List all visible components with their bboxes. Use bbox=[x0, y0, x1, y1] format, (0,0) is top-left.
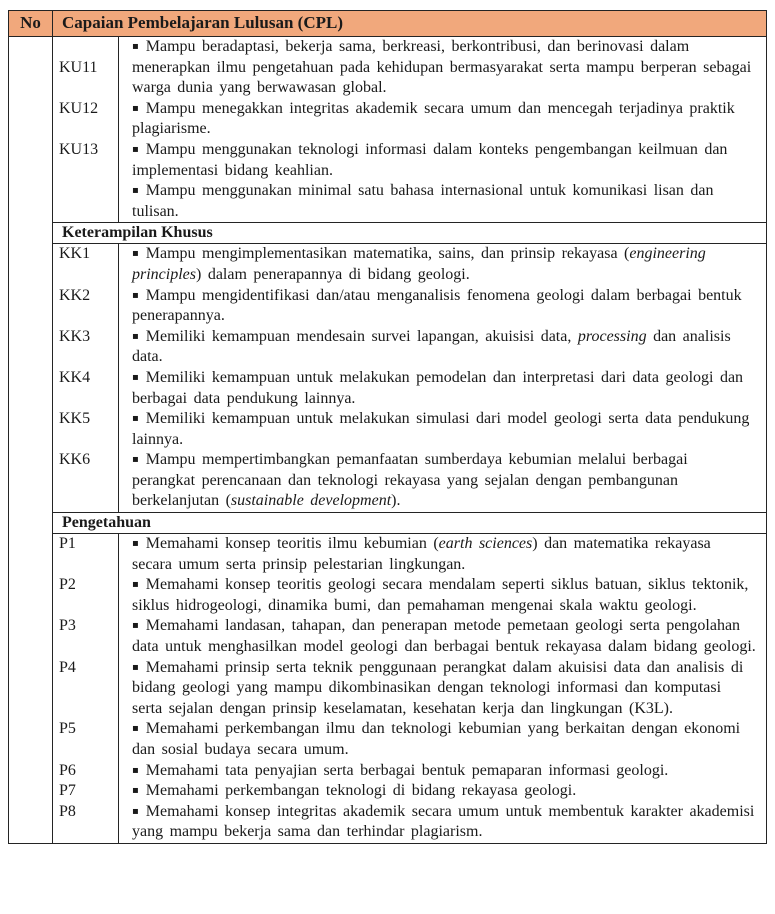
bullet-icon: ▪ bbox=[132, 413, 139, 425]
cpl-description-cell bbox=[119, 575, 766, 616]
bullet-icon: ▪ bbox=[132, 185, 139, 197]
cpl-code-cell: KU11 bbox=[53, 37, 119, 99]
cpl-code-cell: P5 bbox=[53, 719, 119, 760]
cpl-description-text bbox=[132, 762, 668, 779]
cpl-code-cell bbox=[53, 181, 119, 222]
text-run: Memahami perkembangan ilmu dan teknologi kebumian yang berkaitan dengan ekonomi dan sosial budaya secara umum. bbox=[132, 720, 741, 758]
cpl-description-cell bbox=[119, 719, 766, 760]
bullet-icon: ▪ bbox=[132, 785, 139, 797]
section-body bbox=[53, 244, 766, 512]
text-run: Memiliki kemampuan untuk melakukan pemodelan dan interpretasi dari data geologi dan berbagai data pendukung lainnya. bbox=[132, 368, 744, 407]
section-body bbox=[53, 37, 766, 222]
italic-term: processing bbox=[577, 327, 647, 345]
bullet-icon: ▪ bbox=[132, 102, 139, 114]
bullet-icon: ▪ bbox=[132, 620, 139, 632]
header-cell-title: Capaian Pembelajaran Lulusan (CPL) bbox=[62, 13, 343, 32]
cpl-description-cell bbox=[119, 286, 766, 327]
cpl-description-cell bbox=[119, 37, 766, 99]
bullet-icon: ▪ bbox=[132, 248, 139, 260]
text-run: Mampu mengimplementasikan matematika, sains, dan prinsip rekayasa ( bbox=[145, 245, 630, 263]
bullet-icon: ▪ bbox=[132, 538, 139, 550]
bullet-icon: ▪ bbox=[132, 454, 139, 466]
cpl-description-text bbox=[132, 720, 740, 758]
cpl-description-text bbox=[132, 38, 751, 96]
cpl-description-text bbox=[132, 328, 731, 366]
bullet-icon: ▪ bbox=[132, 723, 139, 735]
text-run: ) dalam penerapannya di bidang geologi. bbox=[196, 265, 470, 283]
cpl-description-text bbox=[132, 141, 727, 179]
cpl-description-cell bbox=[119, 658, 766, 720]
text-run: Memahami tata penyajian serta berbagai bentuk pemaparan informasi geologi. bbox=[145, 761, 669, 779]
cpl-code-cell: KU12 bbox=[53, 99, 119, 140]
table-body bbox=[9, 37, 766, 843]
cpl-code-cell: P4 bbox=[53, 658, 119, 720]
text-run: ). bbox=[391, 492, 401, 510]
text-run: Mampu mempertimbangkan pemanfaatan sumberdaya kebumian melalui berbagai perangkat perencanaan dan teknologi rekayasa yang sejalan dengan pembangunan berkelanjutan ( bbox=[132, 451, 688, 510]
cpl-description-cell bbox=[119, 181, 766, 222]
cpl-description-cell bbox=[119, 244, 766, 285]
text-run: Memahami konsep teoritis geologi secara mendalam seperti siklus batuan, siklus tektonik, siklus hidrogeologi, dinamika bumi, dan pemahaman mengenai skala waktu geologi. bbox=[132, 576, 749, 614]
bullet-icon: ▪ bbox=[132, 805, 139, 817]
cpl-code-cell: P2 bbox=[53, 575, 119, 616]
text-run: ) dan matematika rekayasa secara umum serta prinsip pelestarian lingkungan. bbox=[132, 535, 711, 573]
cpl-code-cell: P1 bbox=[53, 534, 119, 575]
cpl-code-cell: KK4 bbox=[53, 368, 119, 409]
cpl-description-text bbox=[132, 100, 735, 138]
cpl-description-cell bbox=[119, 99, 766, 140]
cpl-description-cell bbox=[119, 761, 766, 782]
section-header: Keterampilan Khusus bbox=[53, 222, 766, 244]
cpl-description-cell bbox=[119, 802, 766, 843]
text-run: Mampu mengidentifikasi dan/atau menganalisis fenomena geologi dalam berbagai bentuk penerapannya. bbox=[132, 286, 742, 325]
cpl-description-cell bbox=[119, 534, 766, 575]
text-run: Mampu menegakkan integritas akademik secara umum dan mencegah terjadinya praktik plagiarisme. bbox=[132, 99, 735, 138]
cpl-description-text bbox=[132, 782, 576, 799]
text-run: Mampu menggunakan minimal satu bahasa internasional untuk komunikasi lisan dan tulisan. bbox=[132, 182, 714, 220]
cpl-code-cell: P8 bbox=[53, 802, 119, 843]
bullet-icon: ▪ bbox=[132, 41, 139, 52]
bullet-icon: ▪ bbox=[132, 143, 139, 155]
cpl-code-cell: P7 bbox=[53, 781, 119, 802]
bullet-icon: ▪ bbox=[132, 661, 139, 673]
cpl-code-cell: KU13 bbox=[53, 140, 119, 181]
cpl-code-cell: P6 bbox=[53, 761, 119, 782]
section-body bbox=[53, 534, 766, 843]
cpl-code-cell: KK6 bbox=[53, 450, 119, 512]
cpl-description-text bbox=[132, 245, 706, 283]
cpl-description-text bbox=[132, 410, 749, 448]
cpl-table bbox=[8, 10, 767, 844]
cpl-description-cell bbox=[119, 140, 766, 181]
text-run: dan analisis data. bbox=[132, 327, 731, 366]
cpl-description-text bbox=[132, 535, 711, 573]
text-run: Mampu menggunakan teknologi informasi dalam konteks pengembangan keilmuan dan implementasi bidang keahlian. bbox=[132, 140, 728, 179]
content-column bbox=[53, 37, 766, 843]
italic-term: sustainable development bbox=[230, 492, 392, 510]
italic-term: earth sciences bbox=[438, 535, 533, 553]
cpl-description-text bbox=[132, 182, 714, 220]
bullet-icon: ▪ bbox=[132, 371, 139, 383]
bullet-icon: ▪ bbox=[132, 579, 139, 591]
text-run: Memiliki kemampuan mendesain survei lapangan, akuisisi data, bbox=[145, 327, 578, 345]
bullet-icon: ▪ bbox=[132, 289, 139, 301]
italic-term: engineering principles bbox=[132, 245, 706, 283]
text-run: Mampu beradaptasi, bekerja sama, berkreasi, berkontribusi, dan berinovasi dalam menerapkan ilmu pengetahuan pada kehidupan bermasyarakat serta mampu berperan sebagai warga dunia yang berwawasan global. bbox=[132, 38, 752, 97]
bullet-icon: ▪ bbox=[132, 764, 139, 776]
text-run: Memiliki kemampuan untuk melakukan simulasi dari model geologi serta data pendukung lainnya. bbox=[132, 410, 750, 448]
section-header: Pengetahuan bbox=[53, 512, 766, 534]
cpl-code-cell: KK1 bbox=[53, 244, 119, 285]
cpl-description-text bbox=[132, 451, 688, 509]
cpl-description-cell bbox=[119, 368, 766, 409]
cpl-description-cell bbox=[119, 450, 766, 512]
cpl-description-text bbox=[132, 659, 743, 717]
text-run: Memahami landasan, tahapan, dan penerapan metode pemetaan geologi serta pengolahan data untuk menghasilkan model geologi dan berbagai bentuk rekayasa dalam bidang geologi. bbox=[132, 617, 756, 656]
cpl-description-text bbox=[132, 576, 748, 614]
cpl-description-text bbox=[132, 287, 742, 325]
cpl-description-text bbox=[132, 803, 754, 841]
cpl-description-cell bbox=[119, 327, 766, 368]
table-header-row bbox=[9, 11, 766, 37]
bullet-icon: ▪ bbox=[132, 330, 139, 342]
header-cell-no: No bbox=[9, 11, 53, 36]
cpl-description-cell bbox=[119, 616, 766, 657]
cpl-code-cell: P3 bbox=[53, 616, 119, 657]
no-column-empty-cell bbox=[9, 37, 53, 843]
cpl-description-text bbox=[132, 369, 743, 407]
cpl-code-cell: KK2 bbox=[53, 286, 119, 327]
text-run: Memahami konsep teoritis ilmu kebumian ( bbox=[145, 535, 439, 553]
cpl-description-cell bbox=[119, 781, 766, 802]
cpl-code-cell: KK3 bbox=[53, 327, 119, 368]
cpl-description-text bbox=[132, 617, 756, 655]
text-run: Memahami konsep integritas akademik secara umum untuk membentuk karakter akademisi yang mampu bekerja sama dan terhindar plagiarism. bbox=[132, 802, 755, 841]
text-run: Memahami perkembangan teknologi di bidang rekayasa geologi. bbox=[145, 782, 577, 800]
cpl-description-cell bbox=[119, 409, 766, 450]
text-run: Memahami prinsip serta teknik penggunaan perangkat dalam akuisisi data dan analisis di bidang geologi yang mampu dikombinasikan dengan teknologi informasi dan komputasi serta sejalan dengan prinsip keselamatan, kesehatan kerja dan lingkungan (K3L). bbox=[132, 658, 744, 717]
cpl-code-cell: KK5 bbox=[53, 409, 119, 450]
